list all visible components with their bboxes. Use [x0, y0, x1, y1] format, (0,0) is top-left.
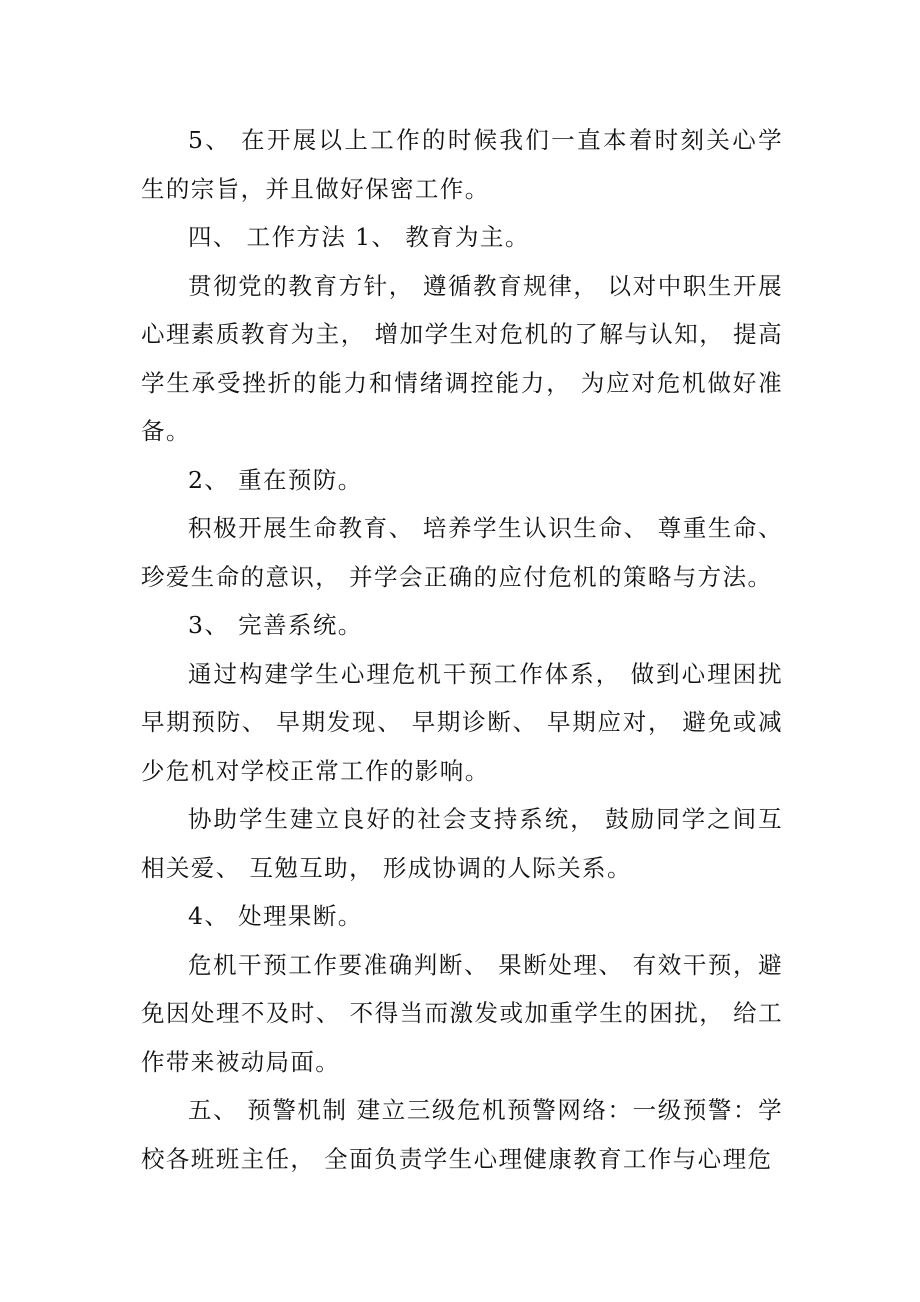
subheading-improve-system: 3、 完善系统。 [188, 611, 363, 639]
section-heading-work-methods: 四、 工作方法 1、 教育为主。 [188, 223, 530, 251]
paragraph-crisis-intervention: 危机干预工作要准确判断、 果断处理、 有效干预，避免因处理不及时、 不得当而激发或加重学生的困扰， 给工作带来被动局面。 [141, 950, 783, 1076]
paragraph-social-support: 协助学生建立良好的社会支持系统， 鼓励同学之间互相关爱、 互勉互助， 形成协调的人际关系。 [141, 805, 783, 882]
paragraph-item-5-confidentiality: 5、 在开展以上工作的时候我们一直本着时刻关心学生的宗旨，并且做好保密工作。 [141, 126, 783, 203]
subheading-decisive-handling: 4、 处理果断。 [188, 902, 363, 930]
paragraph-intervention-system: 通过构建学生心理危机干预工作体系， 做到心理困扰早期预防、 早期发现、 早期诊断、 早期应对， 避免或减少危机对学校正常工作的影响。 [141, 659, 783, 785]
section-heading-warning-mechanism: 五、 预警机制 建立三级危机预警网络：一级预警：学校各班班主任， 全面负责学生心理健康教育工作与心理危 [141, 1096, 783, 1173]
subheading-prevention: 2、 重在预防。 [188, 465, 363, 494]
paragraph-education-policy: 贯彻党的教育方针， 遵循教育规律， 以对中职生开展心理素质教育为主， 增加学生对危机的了解与认知， 提高学生承受挫折的能力和情绪调控能力， 为应对危机做好准备。 [141, 271, 783, 445]
document-body [141, 116, 783, 1183]
paragraph-life-education: 积极开展生命教育、 培养学生认识生命、 尊重生命、珍爱生命的意识， 并学会正确的应付危机的策略与方法。 [141, 514, 783, 591]
